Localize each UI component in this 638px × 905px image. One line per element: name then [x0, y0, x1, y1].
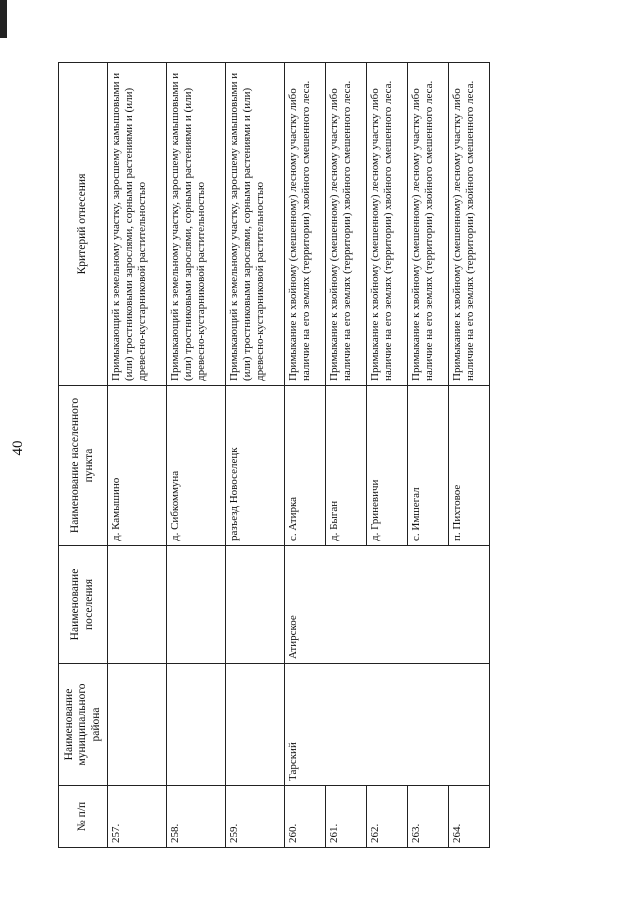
row-locality: д. Гриневичи — [367, 386, 408, 546]
row-criterion: Примыкающий к земельному участку, заросшему камышовыми и (или) тростниковыми зарослями, сорными растениями и (или) древесно-кустарниковой растительностью — [108, 63, 167, 386]
row-district — [167, 664, 226, 786]
row-num: 260. — [285, 786, 326, 848]
header-criterion: Критерий отнесения — [59, 63, 108, 386]
row-criterion: Примыкающий к земельному участку, заросшему камышовыми и (или) тростниковыми зарослями, сорными растениями и (или) древесно-кустарниковой растительностью — [167, 63, 226, 386]
row-settlement: Атирское — [285, 546, 490, 664]
page-number: 40 — [10, 440, 26, 456]
row-num: 258. — [167, 786, 226, 848]
row-criterion: Примыкание к хвойному (смешенному) лесному участку либо наличие на его землях (территории) хвойного смешенного леса. — [285, 63, 326, 386]
row-locality: д. Быган — [326, 386, 367, 546]
row-locality: разъезд Новоселецк — [226, 386, 285, 546]
row-criterion: Примыкание к хвойному (смешенному) лесному участку либо наличие на его землях (территории) хвойного смешенного леса. — [367, 63, 408, 386]
row-num: 257. — [108, 786, 167, 848]
row-locality: п. Пихтовое — [449, 386, 490, 546]
row-num: 259. — [226, 786, 285, 848]
row-num: 263. — [408, 786, 449, 848]
row-criterion: Примыкающий к земельному участку, заросшему камышовыми и (или) тростниковыми зарослями, сорными растениями и (или) древесно-кустарниковой растительностью — [226, 63, 285, 386]
row-settlement — [108, 546, 167, 664]
row-settlement — [226, 546, 285, 664]
row-criterion: Примыкание к хвойному (смешенному) лесному участку либо наличие на его землях (территории) хвойного смешенного леса. — [408, 63, 449, 386]
row-locality: д. Камышино — [108, 386, 167, 546]
row-locality: с. Атирка — [285, 386, 326, 546]
row-num: 262. — [367, 786, 408, 848]
table-row — [167, 63, 226, 848]
header-num: № п/п — [59, 786, 108, 848]
table-row — [285, 63, 326, 848]
row-locality: д. Сибкоммуна — [167, 386, 226, 546]
header-settlement: Наименование поселения — [59, 546, 108, 664]
row-district — [108, 664, 167, 786]
table-row — [108, 63, 167, 848]
header-locality: Наименование населенного пункта — [59, 386, 108, 546]
row-criterion: Примыкание к хвойному (смешенному) лесному участку либо наличие на его землях (территории) хвойного смешенного леса. — [449, 63, 490, 386]
row-num: 264. — [449, 786, 490, 848]
row-district — [226, 664, 285, 786]
table-header-row — [59, 63, 108, 848]
row-locality: с. Имшегал — [408, 386, 449, 546]
settlements-table — [58, 62, 490, 848]
row-district: Тарский — [285, 664, 490, 786]
row-criterion: Примыкание к хвойному (смешенному) лесному участку либо наличие на его землях (территории) хвойного смешенного леса. — [326, 63, 367, 386]
header-district: Наименование муниципального района — [59, 664, 108, 786]
table-row — [226, 63, 285, 848]
row-settlement — [167, 546, 226, 664]
row-num: 261. — [326, 786, 367, 848]
